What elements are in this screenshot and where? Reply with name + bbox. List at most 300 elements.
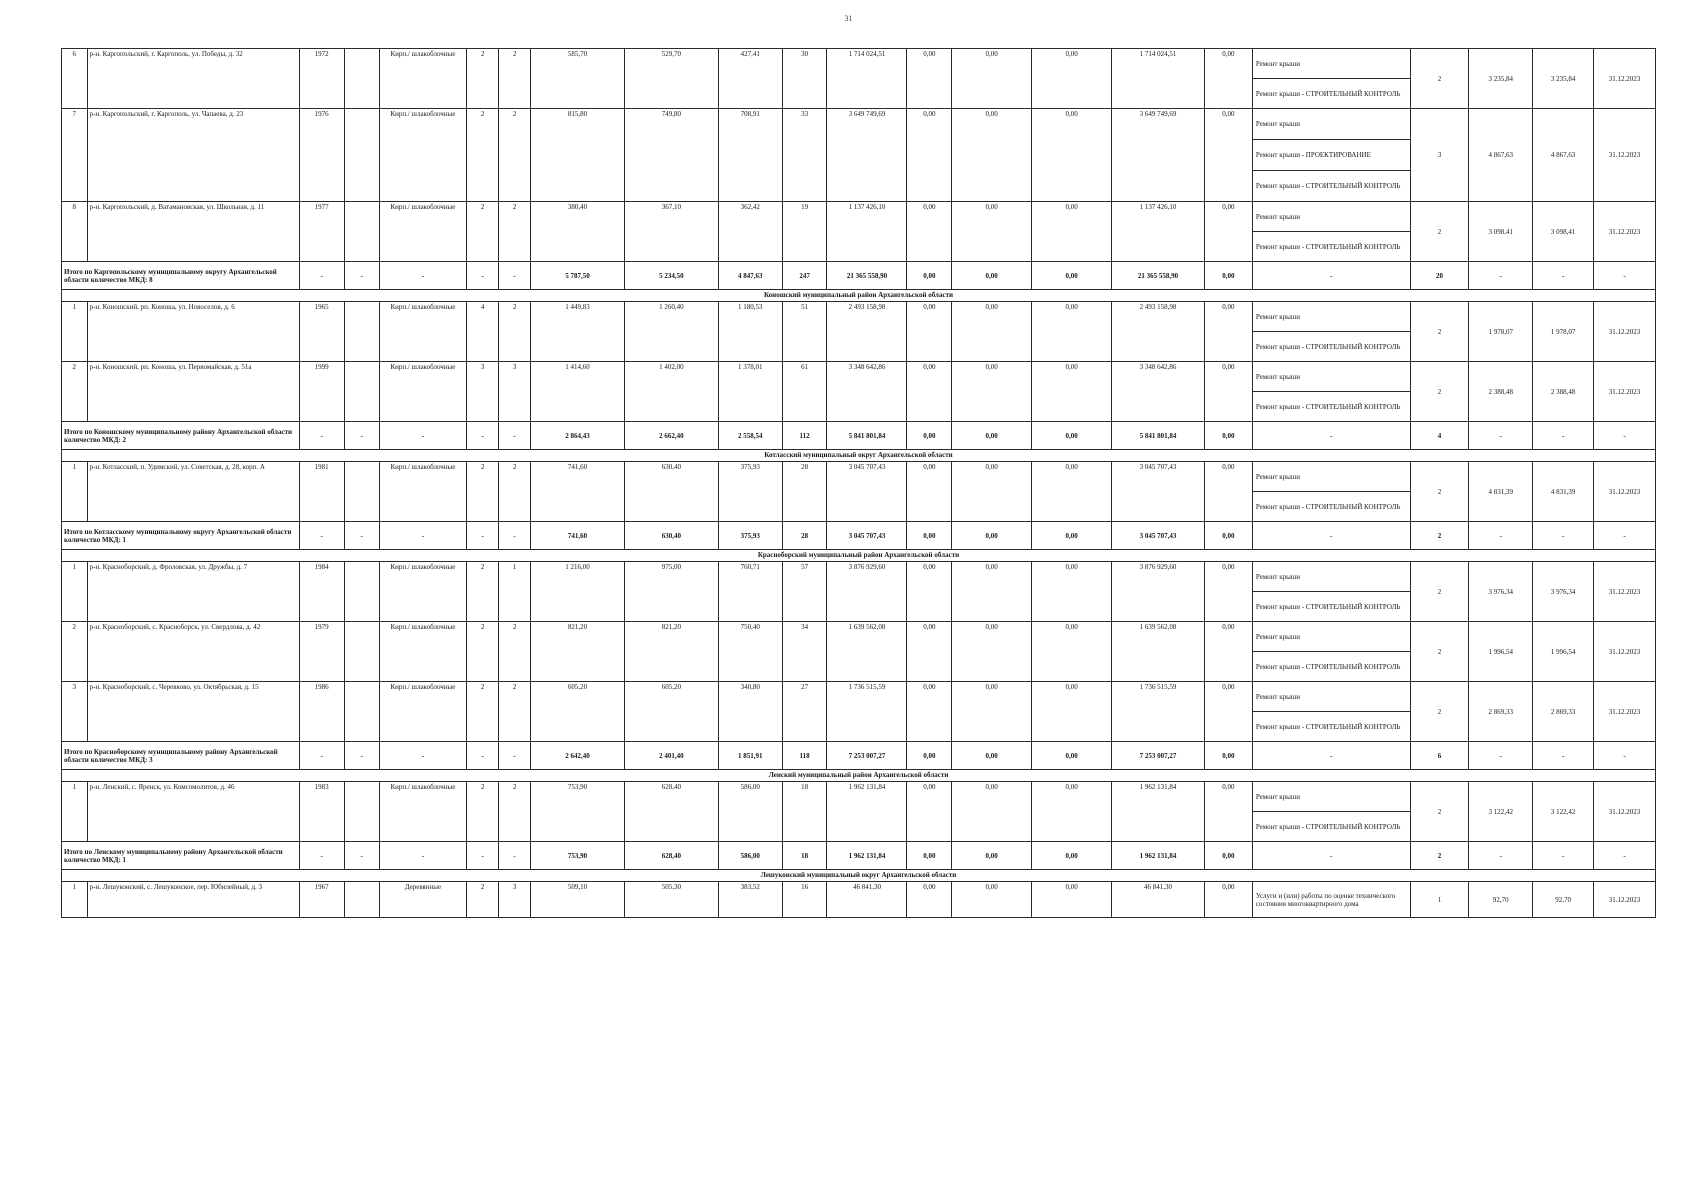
subtotal-total-cost: 7 253 007,27: [827, 742, 907, 770]
deadline: 31.12.2023: [1594, 49, 1656, 109]
fund-owners: 1 714 024,51: [1112, 49, 1205, 109]
floor-count: 4: [467, 302, 499, 362]
unit-cost: 4 867,63: [1469, 109, 1533, 202]
fund-fss: 0,00: [907, 462, 952, 522]
build-year: 1965: [299, 302, 344, 362]
region-header-row: [62, 870, 1656, 882]
fund-local: 0,00: [1032, 782, 1112, 842]
total-area: 1 449,83: [531, 302, 625, 362]
placeholder-dash: -: [467, 422, 499, 450]
total-cost: 3 876 929,60: [827, 562, 907, 622]
work-count: 3: [1410, 109, 1469, 202]
house-address: р-н. Красноборский, д. Фроловская, ул. Дружбы, д. 7: [87, 562, 299, 622]
work-type: Ремонт крыши: [1252, 462, 1410, 492]
placeholder-dash: -: [1252, 742, 1410, 770]
subtotal-fund-region: 0,00: [952, 422, 1032, 450]
subtotal-living-area: 2 401,40: [624, 742, 718, 770]
subtotal-fund-region: 0,00: [952, 742, 1032, 770]
subtotal-fund-fss: 0,00: [907, 742, 952, 770]
floor-count: 2: [467, 109, 499, 202]
subtotal-fund-other: 0,00: [1204, 522, 1252, 550]
region-header-row: [62, 290, 1656, 302]
resident-count: 28: [782, 462, 827, 522]
subtotal-total-cost: 5 841 801,84: [827, 422, 907, 450]
max-unit-cost: 1 996,54: [1533, 622, 1594, 682]
subtotal-fund-owners: 5 841 801,84: [1112, 422, 1205, 450]
placeholder-dash: -: [344, 742, 379, 770]
fund-other: 0,00: [1204, 562, 1252, 622]
living-area: 505,30: [624, 882, 718, 918]
subtotal-row: [62, 422, 1656, 450]
placeholder-dash: -: [299, 742, 344, 770]
fund-local: 0,00: [1032, 882, 1112, 918]
fund-other: 0,00: [1204, 109, 1252, 202]
owned-area: 340,80: [718, 682, 782, 742]
wall-material: Кирп./ шлакоблочные: [379, 302, 466, 362]
work-count: 2: [1410, 202, 1469, 262]
subtotal-fund-owners: 7 253 007,27: [1112, 742, 1205, 770]
total-area: 741,60: [531, 462, 625, 522]
subtotal-work-count: 2: [1410, 842, 1469, 870]
living-area: 1 402,00: [624, 362, 718, 422]
deadline: 31.12.2023: [1594, 362, 1656, 422]
fund-owners: 3 876 929,60: [1112, 562, 1205, 622]
document-page: [61, 48, 1656, 918]
work-type: Ремонт крыши: [1252, 362, 1410, 392]
owned-area: 427,41: [718, 49, 782, 109]
build-year: 1967: [299, 882, 344, 918]
subtotal-total-area: 753,90: [531, 842, 625, 870]
fund-other: 0,00: [1204, 302, 1252, 362]
max-unit-cost: 2 869,33: [1533, 682, 1594, 742]
region-header-row: [62, 770, 1656, 782]
subtotal-total-area: 5 787,50: [531, 262, 625, 290]
work-type: Услуги и (или) работы по оценке технического состояния многоквартирного дома: [1252, 882, 1410, 918]
placeholder-dash: -: [1533, 422, 1594, 450]
placeholder-dash: -: [344, 842, 379, 870]
fund-other: 0,00: [1204, 462, 1252, 522]
placeholder-dash: -: [499, 842, 531, 870]
total-cost: 46 841,30: [827, 882, 907, 918]
placeholder-dash: -: [344, 422, 379, 450]
wall-material: Кирп./ шлакоблочные: [379, 202, 466, 262]
subtotal-fund-owners: 1 962 131,84: [1112, 842, 1205, 870]
commission-year: [344, 202, 379, 262]
build-year: 1977: [299, 202, 344, 262]
row-number: 1: [62, 882, 88, 918]
total-area: 585,70: [531, 49, 625, 109]
subtotal-living-area: 5 234,50: [624, 262, 718, 290]
floor-count: 2: [467, 782, 499, 842]
owned-area: 362,42: [718, 202, 782, 262]
placeholder-dash: -: [299, 422, 344, 450]
fund-fss: 0,00: [907, 109, 952, 202]
subtotal-living-area: 630,40: [624, 522, 718, 550]
subtotal-area-owned: 1 851,91: [718, 742, 782, 770]
region-header-row: [62, 550, 1656, 562]
placeholder-dash: -: [499, 522, 531, 550]
placeholder-dash: -: [1469, 422, 1533, 450]
living-area: 975,00: [624, 562, 718, 622]
row-number: 7: [62, 109, 88, 202]
row-number: 1: [62, 462, 88, 522]
subtotal-fund-local: 0,00: [1032, 262, 1112, 290]
entrance-count: 3: [499, 882, 531, 918]
living-area: 749,80: [624, 109, 718, 202]
work-type: Ремонт крыши - СТРОИТЕЛЬНЫЙ КОНТРОЛЬ: [1252, 79, 1410, 109]
placeholder-dash: -: [379, 422, 466, 450]
total-area: 1 414,60: [531, 362, 625, 422]
total-cost: 1 639 562,08: [827, 622, 907, 682]
subtotal-fund-other: 0,00: [1204, 742, 1252, 770]
work-type: Ремонт крыши: [1252, 682, 1410, 712]
region-title: Котласский муниципальный округ Архангельской области: [62, 450, 1656, 462]
floor-count: 2: [467, 882, 499, 918]
fund-region: 0,00: [952, 562, 1032, 622]
total-area: 753,90: [531, 782, 625, 842]
subtotal-area-owned: 4 847,63: [718, 262, 782, 290]
deadline: 31.12.2023: [1594, 622, 1656, 682]
work-count: 2: [1410, 302, 1469, 362]
table-row: [62, 202, 1656, 232]
fund-owners: 1 137 426,10: [1112, 202, 1205, 262]
wall-material: Кирп./ шлакоблочные: [379, 682, 466, 742]
total-area: 821,20: [531, 622, 625, 682]
resident-count: 33: [782, 109, 827, 202]
fund-region: 0,00: [952, 622, 1032, 682]
fund-other: 0,00: [1204, 202, 1252, 262]
entrance-count: 2: [499, 782, 531, 842]
subtotal-total-cost: 21 365 558,90: [827, 262, 907, 290]
owned-area: 760,71: [718, 562, 782, 622]
fund-other: 0,00: [1204, 882, 1252, 918]
row-number: 2: [62, 622, 88, 682]
wall-material: Кирп./ шлакоблочные: [379, 562, 466, 622]
work-type: Ремонт крыши: [1252, 202, 1410, 232]
subtotal-fund-local: 0,00: [1032, 742, 1112, 770]
subtotal-row: [62, 842, 1656, 870]
total-area: 509,10: [531, 882, 625, 918]
build-year: 1972: [299, 49, 344, 109]
fund-other: 0,00: [1204, 682, 1252, 742]
table-row: [62, 622, 1656, 652]
placeholder-dash: -: [379, 842, 466, 870]
work-type: Ремонт крыши: [1252, 109, 1410, 140]
commission-year: [344, 882, 379, 918]
resident-count: 19: [782, 202, 827, 262]
unit-cost: 2 388,48: [1469, 362, 1533, 422]
commission-year: [344, 109, 379, 202]
fund-fss: 0,00: [907, 682, 952, 742]
total-cost: 1 962 131,84: [827, 782, 907, 842]
unit-cost: 3 122,42: [1469, 782, 1533, 842]
unit-cost: 3 976,34: [1469, 562, 1533, 622]
placeholder-dash: -: [1594, 422, 1656, 450]
total-cost: 2 493 158,98: [827, 302, 907, 362]
subtotal-area-owned: 586,00: [718, 842, 782, 870]
work-count: 2: [1410, 362, 1469, 422]
living-area: 1 260,40: [624, 302, 718, 362]
resident-count: 51: [782, 302, 827, 362]
max-unit-cost: 3 122,42: [1533, 782, 1594, 842]
house-address: р-н. Лешуконский, с. Лешуконское, пер. Юбилейный, д. 3: [87, 882, 299, 918]
fund-region: 0,00: [952, 882, 1032, 918]
work-count: 2: [1410, 562, 1469, 622]
subtotal-fund-owners: 3 045 707,43: [1112, 522, 1205, 550]
table-row: [62, 462, 1656, 492]
placeholder-dash: -: [1252, 522, 1410, 550]
work-count: 2: [1410, 682, 1469, 742]
subtotal-fund-fss: 0,00: [907, 422, 952, 450]
placeholder-dash: -: [1533, 742, 1594, 770]
subtotal-fund-fss: 0,00: [907, 262, 952, 290]
fund-fss: 0,00: [907, 622, 952, 682]
owned-area: 708,91: [718, 109, 782, 202]
living-area: 628,40: [624, 782, 718, 842]
subtotal-fund-other: 0,00: [1204, 842, 1252, 870]
deadline: 31.12.2023: [1594, 202, 1656, 262]
total-cost: 3 348 642,86: [827, 362, 907, 422]
subtotal-residents: 28: [782, 522, 827, 550]
living-area: 605,20: [624, 682, 718, 742]
work-count: 1: [1410, 882, 1469, 918]
fund-local: 0,00: [1032, 302, 1112, 362]
house-address: р-н. Коношский, рп. Коноша, ул. Новоселов, д. 6: [87, 302, 299, 362]
deadline: 31.12.2023: [1594, 882, 1656, 918]
subtotal-residents: 112: [782, 422, 827, 450]
unit-cost: 2 869,33: [1469, 682, 1533, 742]
row-number: 1: [62, 562, 88, 622]
fund-local: 0,00: [1032, 462, 1112, 522]
row-number: 8: [62, 202, 88, 262]
floor-count: 2: [467, 562, 499, 622]
fund-other: 0,00: [1204, 622, 1252, 682]
table-row: [62, 49, 1656, 79]
region-title: Ленский муниципальный район Архангельской области: [62, 770, 1656, 782]
placeholder-dash: -: [1594, 842, 1656, 870]
floor-count: 2: [467, 202, 499, 262]
placeholder-dash: -: [1533, 842, 1594, 870]
table-row: [62, 782, 1656, 812]
floor-count: 2: [467, 49, 499, 109]
build-year: 1979: [299, 622, 344, 682]
fund-owners: 2 493 158,98: [1112, 302, 1205, 362]
max-unit-cost: 3 235,84: [1533, 49, 1594, 109]
placeholder-dash: -: [1469, 742, 1533, 770]
placeholder-dash: -: [1594, 522, 1656, 550]
fund-local: 0,00: [1032, 202, 1112, 262]
entrance-count: 2: [499, 109, 531, 202]
placeholder-dash: -: [379, 742, 466, 770]
fund-fss: 0,00: [907, 49, 952, 109]
fund-region: 0,00: [952, 202, 1032, 262]
fund-owners: 1 736 515,59: [1112, 682, 1205, 742]
placeholder-dash: -: [1594, 742, 1656, 770]
placeholder-dash: -: [1252, 422, 1410, 450]
build-year: 1983: [299, 782, 344, 842]
build-year: 1976: [299, 109, 344, 202]
living-area: 821,20: [624, 622, 718, 682]
total-cost: 1 137 426,10: [827, 202, 907, 262]
total-area: 605,20: [531, 682, 625, 742]
fund-owners: 1 962 131,84: [1112, 782, 1205, 842]
subtotal-total-area: 2 864,43: [531, 422, 625, 450]
wall-material: Кирп./ шлакоблочные: [379, 462, 466, 522]
work-type: Ремонт крыши - СТРОИТЕЛЬНЫЙ КОНТРОЛЬ: [1252, 171, 1410, 202]
work-count: 2: [1410, 782, 1469, 842]
subtotal-fund-fss: 0,00: [907, 522, 952, 550]
placeholder-dash: -: [1252, 262, 1410, 290]
unit-cost: 92,70: [1469, 882, 1533, 918]
build-year: 1981: [299, 462, 344, 522]
subtotal-fund-other: 0,00: [1204, 262, 1252, 290]
deadline: 31.12.2023: [1594, 562, 1656, 622]
total-cost: 1 736 515,59: [827, 682, 907, 742]
subtotal-fund-other: 0,00: [1204, 422, 1252, 450]
subtotal-total-area: 741,60: [531, 522, 625, 550]
max-unit-cost: 3 098,41: [1533, 202, 1594, 262]
total-area: 380,40: [531, 202, 625, 262]
subtotal-living-area: 2 662,40: [624, 422, 718, 450]
subtotal-work-count: 2: [1410, 522, 1469, 550]
subtotal-label: Итого по Ленскому муниципальному району Архангельской области количество МКД: 1: [62, 842, 300, 870]
subtotal-residents: 18: [782, 842, 827, 870]
resident-count: 61: [782, 362, 827, 422]
placeholder-dash: -: [344, 262, 379, 290]
unit-cost: 1 978,07: [1469, 302, 1533, 362]
subtotal-residents: 118: [782, 742, 827, 770]
entrance-count: 2: [499, 462, 531, 522]
subtotal-label: Итого по Красноборскому муниципальному району Архангельской области количество МКД: 3: [62, 742, 300, 770]
work-type: Ремонт крыши - СТРОИТЕЛЬНЫЙ КОНТРОЛЬ: [1252, 652, 1410, 682]
row-number: 1: [62, 302, 88, 362]
work-type: Ремонт крыши: [1252, 782, 1410, 812]
subtotal-label: Итого по Котласскому муниципальному округу Архангельской области количество МКД: 1: [62, 522, 300, 550]
region-title: Лешуконский муниципальный округ Архангельской области: [62, 870, 1656, 882]
fund-other: 0,00: [1204, 782, 1252, 842]
subtotal-work-count: 20: [1410, 262, 1469, 290]
unit-cost: 3 235,84: [1469, 49, 1533, 109]
subtotal-row: [62, 742, 1656, 770]
subtotal-area-owned: 2 558,54: [718, 422, 782, 450]
owned-area: 1 180,53: [718, 302, 782, 362]
placeholder-dash: -: [1469, 522, 1533, 550]
living-area: 529,70: [624, 49, 718, 109]
entrance-count: 2: [499, 202, 531, 262]
house-address: р-н. Каргопольский, д. Ватамановская, ул. Школьная, д. 11: [87, 202, 299, 262]
fund-fss: 0,00: [907, 362, 952, 422]
wall-material: Кирп./ шлакоблочные: [379, 362, 466, 422]
subtotal-fund-local: 0,00: [1032, 522, 1112, 550]
work-type: Ремонт крыши: [1252, 622, 1410, 652]
placeholder-dash: -: [299, 522, 344, 550]
placeholder-dash: -: [1533, 522, 1594, 550]
floor-count: 2: [467, 682, 499, 742]
wall-material: Кирп./ шлакоблочные: [379, 109, 466, 202]
placeholder-dash: -: [299, 262, 344, 290]
table-row: [62, 682, 1656, 712]
subtotal-fund-fss: 0,00: [907, 842, 952, 870]
house-address: р-н. Котласский, п. Удимский, ул. Советская, д. 28, корп. А: [87, 462, 299, 522]
commission-year: [344, 462, 379, 522]
build-year: 1986: [299, 682, 344, 742]
subtotal-total-cost: 1 962 131,84: [827, 842, 907, 870]
max-unit-cost: 4 867,63: [1533, 109, 1594, 202]
subtotal-fund-region: 0,00: [952, 522, 1032, 550]
table-row: [62, 109, 1656, 140]
page-number: 31: [844, 14, 853, 23]
placeholder-dash: -: [299, 842, 344, 870]
build-year: 1999: [299, 362, 344, 422]
placeholder-dash: -: [344, 522, 379, 550]
resident-count: 30: [782, 49, 827, 109]
region-title: Коношский муниципальный район Архангельской области: [62, 290, 1656, 302]
subtotal-area-owned: 375,93: [718, 522, 782, 550]
subtotal-label: Итого по Каргопольскому муниципальному округу Архангельской области количество МКД: 8: [62, 262, 300, 290]
fund-local: 0,00: [1032, 49, 1112, 109]
commission-year: [344, 302, 379, 362]
placeholder-dash: -: [1252, 842, 1410, 870]
fund-region: 0,00: [952, 302, 1032, 362]
subtotal-residents: 247: [782, 262, 827, 290]
placeholder-dash: -: [379, 262, 466, 290]
total-cost: 3 045 707,43: [827, 462, 907, 522]
total-cost: 1 714 024,51: [827, 49, 907, 109]
resident-count: 18: [782, 782, 827, 842]
total-cost: 3 649 749,69: [827, 109, 907, 202]
fund-local: 0,00: [1032, 682, 1112, 742]
work-type: Ремонт крыши - СТРОИТЕЛЬНЫЙ КОНТРОЛЬ: [1252, 392, 1410, 422]
work-type: Ремонт крыши - ПРОЕКТИРОВАНИЕ: [1252, 140, 1410, 171]
resident-count: 16: [782, 882, 827, 918]
fund-fss: 0,00: [907, 202, 952, 262]
fund-fss: 0,00: [907, 562, 952, 622]
unit-cost: 3 098,41: [1469, 202, 1533, 262]
placeholder-dash: -: [467, 842, 499, 870]
max-unit-cost: 2 388,48: [1533, 362, 1594, 422]
house-address: р-н. Каргопольский, г. Каргополь, ул. Чапаева, д. 23: [87, 109, 299, 202]
placeholder-dash: -: [467, 522, 499, 550]
work-type: Ремонт крыши - СТРОИТЕЛЬНЫЙ КОНТРОЛЬ: [1252, 332, 1410, 362]
work-type: Ремонт крыши: [1252, 562, 1410, 592]
work-count: 2: [1410, 49, 1469, 109]
commission-year: [344, 682, 379, 742]
row-number: 1: [62, 782, 88, 842]
house-address: р-н. Ленский, с. Яренск, ул. Комсомолитов, д. 46: [87, 782, 299, 842]
living-area: 630,40: [624, 462, 718, 522]
unit-cost: 4 831,39: [1469, 462, 1533, 522]
fund-local: 0,00: [1032, 622, 1112, 682]
subtotal-living-area: 628,40: [624, 842, 718, 870]
entrance-count: 1: [499, 562, 531, 622]
owned-area: 750,40: [718, 622, 782, 682]
fund-owners: 1 639 562,08: [1112, 622, 1205, 682]
resident-count: 57: [782, 562, 827, 622]
work-count: 2: [1410, 622, 1469, 682]
floor-count: 3: [467, 362, 499, 422]
entrance-count: 2: [499, 622, 531, 682]
table-row: [62, 302, 1656, 332]
total-area: 815,80: [531, 109, 625, 202]
fund-owners: 46 841,30: [1112, 882, 1205, 918]
fund-owners: 3 649 749,69: [1112, 109, 1205, 202]
table-row: [62, 882, 1656, 918]
work-type: Ремонт крыши - СТРОИТЕЛЬНЫЙ КОНТРОЛЬ: [1252, 232, 1410, 262]
fund-fss: 0,00: [907, 302, 952, 362]
commission-year: [344, 49, 379, 109]
work-count: 2: [1410, 462, 1469, 522]
commission-year: [344, 782, 379, 842]
